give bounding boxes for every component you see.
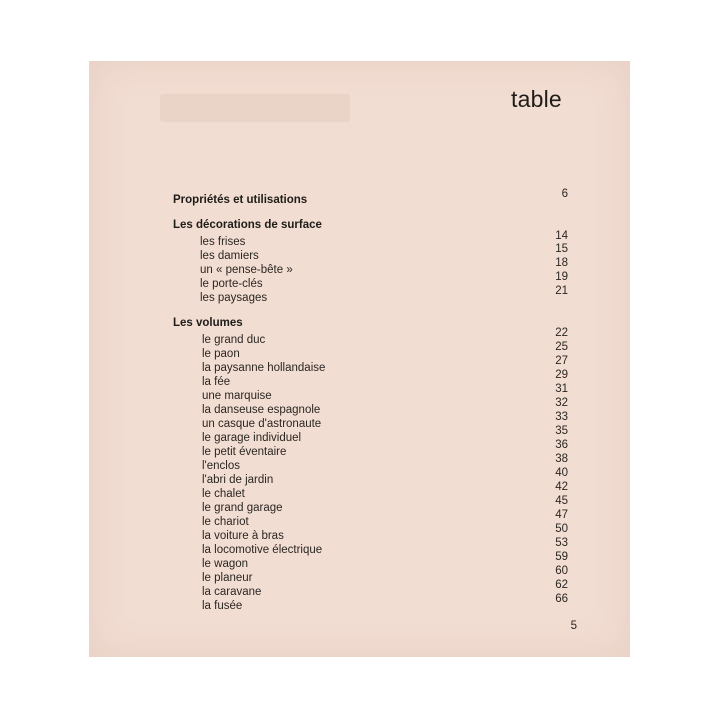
toc-item: un « pense-bête »: [200, 264, 293, 276]
toc-page-number: 22: [555, 327, 568, 339]
page-title: table: [511, 86, 562, 112]
toc-item: la fée: [202, 376, 231, 388]
toc-page-number: 19: [555, 271, 568, 283]
toc-page-number: 18: [555, 257, 568, 269]
toc-item: l'abri de jardin: [202, 474, 274, 486]
toc-item: le planeur: [202, 572, 253, 584]
section-heading-volumes: Les volumes: [173, 317, 243, 329]
toc-page-number: 29: [555, 369, 568, 381]
toc-page-number: 59: [555, 551, 568, 563]
toc-item: la caravane: [202, 586, 262, 598]
toc-page-number: 45: [555, 495, 568, 507]
toc-page-number: 53: [555, 537, 568, 549]
toc-item: le paon: [202, 348, 240, 360]
toc-page-number: 42: [555, 481, 568, 493]
toc-page-number: 25: [555, 341, 568, 353]
toc-page-number: 32: [555, 397, 568, 409]
toc-page-number: 62: [555, 579, 568, 591]
toc-page-number: 21: [555, 285, 568, 297]
toc-item: le chariot: [202, 516, 249, 528]
toc-page-number: 60: [555, 565, 568, 577]
toc-page-number: 14: [555, 230, 568, 242]
toc-item: le chalet: [202, 488, 245, 500]
toc-page-number: 40: [555, 467, 568, 479]
toc-item: la paysanne hollandaise: [202, 362, 326, 374]
show-through-smudge: [160, 94, 350, 122]
toc-page-number: 35: [555, 425, 568, 437]
toc-item: les damiers: [200, 250, 259, 262]
toc-item: les paysages: [200, 292, 268, 304]
toc-page-number: 38: [555, 453, 568, 465]
toc-page-number: 33: [555, 411, 568, 423]
toc-page-number: 50: [555, 523, 568, 535]
toc-item: le grand duc: [202, 334, 266, 346]
toc-page-number: 27: [555, 355, 568, 367]
toc-page-number: 47: [555, 509, 568, 521]
toc-item: la fusée: [202, 600, 243, 612]
toc-item: le wagon: [202, 558, 249, 570]
toc-item: le garage individuel: [202, 432, 302, 444]
page-number-folio: 5: [570, 620, 577, 632]
toc-item: la voiture à bras: [202, 530, 284, 542]
toc-page-number: 36: [555, 439, 568, 451]
toc-item: les frises: [200, 236, 246, 248]
toc-item: le grand garage: [202, 502, 283, 514]
toc-item: la locomotive électrique: [202, 544, 323, 556]
toc-item: l'enclos: [202, 460, 240, 472]
toc-item: une marquise: [202, 390, 272, 402]
toc-page-number: 66: [555, 593, 568, 605]
toc-page-number: 31: [555, 383, 568, 395]
toc-item: le petit éventaire: [202, 446, 287, 458]
section-heading-proprietes: Propriétés et utilisations: [173, 194, 308, 206]
section-heading-decorations: Les décorations de surface: [173, 219, 322, 231]
toc-item: un casque d'astronaute: [202, 418, 322, 430]
toc-item: le porte-clés: [200, 278, 263, 290]
section-page-proprietes: 6: [561, 188, 568, 200]
toc-item: la danseuse espagnole: [202, 404, 321, 416]
toc-page-number: 15: [555, 243, 568, 255]
